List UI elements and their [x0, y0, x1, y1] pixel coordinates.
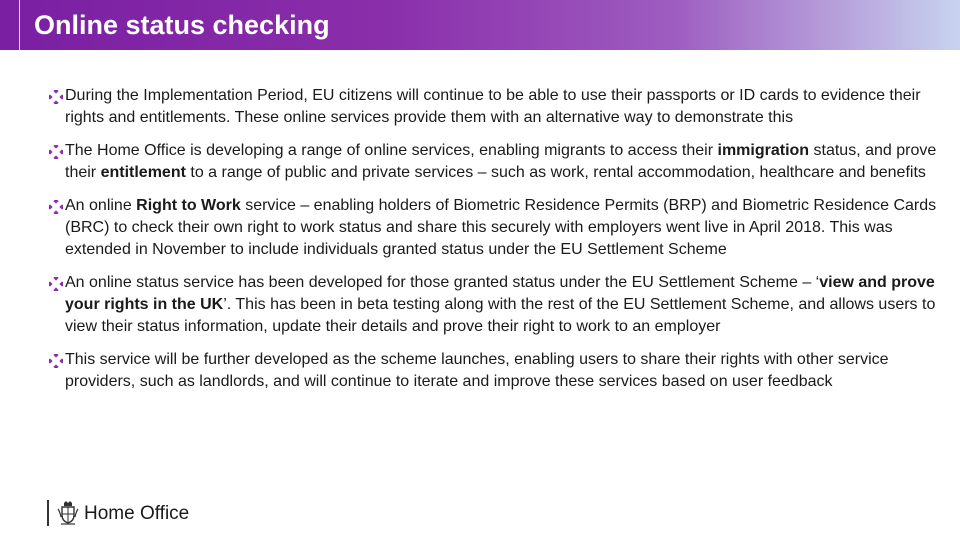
bullet-item — [49, 272, 939, 338]
diamond-bullet-icon — [49, 277, 63, 291]
title-divider — [19, 0, 20, 50]
bullet-text: ’. This has been in beta testing along with the rest of the EU Settlement Scheme, and allows users to view their status information, update their details and prove their right to work to an employer — [65, 296, 936, 335]
bullet-text: This service will be further developed as the scheme launches, enabling users to share their rights with other service providers, such as landlords, and will continue to iterate and improve these services based on user feedback — [65, 351, 889, 390]
diamond-bullet-icon — [49, 200, 63, 214]
bullet-item — [49, 349, 939, 393]
title-bar — [0, 0, 960, 50]
royal-crest-icon — [57, 500, 79, 526]
bullet-text: During the Implementation Period, EU citizens will continue to be able to use their passports or ID cards to evidence their rights and entitlements. These online services provide them with an alternative way to demonstrate this — [65, 87, 921, 126]
slide-title: Online status checking — [34, 10, 330, 40]
home-office-brand: Home Office — [84, 503, 190, 524]
bullet-text: service – enabling holders of Biometric Residence Permits (BRP) and Biometric Residence Cards (BRC) to check their own right to work status and share this securely with employers went live in April 2018. This was extended in November to include individuals granted status under the EU Settlement Scheme — [65, 197, 937, 258]
bullet-text: An online — [65, 197, 137, 214]
diamond-bullet-icon — [49, 90, 63, 104]
bullet-item — [49, 85, 939, 129]
bullet-emphasis: Right to Work — [136, 197, 241, 214]
bullet-emphasis: view and prove your rights in the UK — [65, 274, 935, 313]
bullet-list — [49, 85, 939, 404]
bullet-item — [49, 140, 939, 184]
bullet-text: to a range of public and private services – such as work, rental accommodation, healthcare and benefits — [185, 164, 926, 181]
footer-divider — [47, 500, 49, 526]
diamond-bullet-icon — [49, 354, 63, 368]
bullet-text: The Home Office is developing a range of online services, enabling migrants to access their — [65, 142, 718, 159]
bullet-emphasis: entitlement — [100, 164, 186, 181]
diamond-bullet-icon — [49, 145, 63, 159]
bullet-text: An online status service has been developed for those granted status under the EU Settlement Scheme – ‘ — [65, 274, 820, 291]
bullet-item — [49, 195, 939, 261]
bullet-emphasis: immigration — [717, 142, 810, 159]
bullet-text: status, and prove their — [65, 142, 937, 181]
